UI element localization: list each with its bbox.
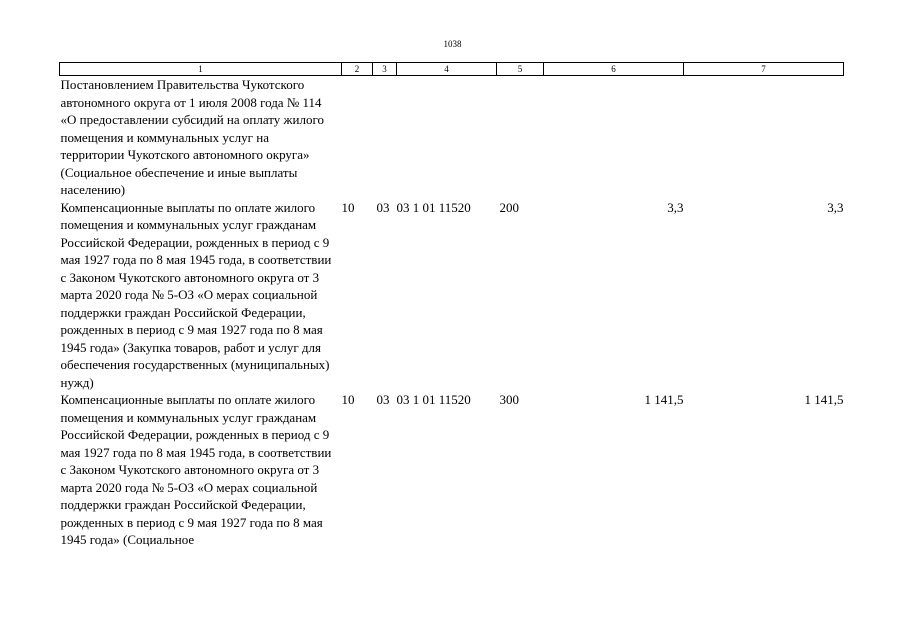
row-target-article bbox=[397, 76, 497, 199]
row-expense-type: 200 bbox=[499, 199, 519, 215]
row-target-article: 03 1 01 11520 bbox=[396, 392, 471, 407]
row-subsection bbox=[373, 76, 397, 199]
row-subsection: 03 bbox=[376, 199, 390, 215]
row-expense-type bbox=[497, 76, 544, 199]
table-row bbox=[60, 199, 844, 392]
page-number: 1038 bbox=[443, 39, 462, 49]
row-description: Компенсационные выплаты по оплате жилого помещения и коммунальных услуг гражданам Российской Федерации, рожденных в период с 9 мая 1927 года по 8 мая 1945 года, в соответствии с Законом Чукотского автономного округа от 3 марта 2020 года № 5-ОЗ «О мерах социальной поддержки граждан Российской Федерации, рожденных в период с 9 мая 1927 года по 8 мая 1945 года» (Социальное bbox=[60, 392, 332, 547]
column-header-5: 5 bbox=[497, 63, 544, 76]
column-header-2: 2 bbox=[342, 63, 373, 76]
row-amount-2: 1 141,5 bbox=[804, 392, 844, 407]
table-row bbox=[60, 76, 844, 199]
column-header-4: 4 bbox=[397, 63, 497, 76]
row-target-article: 03 1 01 11520 bbox=[396, 199, 471, 215]
row-amount-2 bbox=[684, 76, 844, 199]
row-amount-1: 1 141,5 bbox=[644, 392, 684, 407]
row-expense-type: 300 bbox=[499, 392, 519, 407]
row-description: Постановлением Правительства Чукотского автономного округа от 1 июля 2008 года № 114 «О предоставлении субсидий на оплату жилого помещения и коммунальных услуг на территории Чукотского автономного округа» (Социальное обеспечение и иные выплаты населению) bbox=[60, 77, 324, 197]
row-section bbox=[342, 76, 373, 199]
table-row bbox=[60, 391, 844, 549]
row-amount-1: 3,3 bbox=[667, 199, 684, 215]
row-subsection: 03 bbox=[376, 392, 390, 407]
column-header-6: 6 bbox=[544, 63, 684, 76]
row-section: 10 bbox=[341, 392, 355, 407]
row-amount-2: 3,3 bbox=[827, 199, 844, 215]
row-amount-1 bbox=[544, 76, 684, 199]
column-header-1: 1 bbox=[60, 63, 342, 76]
column-number-row bbox=[60, 63, 844, 76]
row-section: 10 bbox=[341, 199, 355, 215]
budget-table bbox=[59, 62, 844, 549]
column-header-7: 7 bbox=[684, 63, 844, 76]
column-header-3: 3 bbox=[373, 63, 397, 76]
row-description: Компенсационные выплаты по оплате жилого помещения и коммунальных услуг гражданам Российской Федерации, рожденных в период с 9 мая 1927 года по 8 мая 1945 года, в соответствии с Законом Чукотского автономного округа от 3 марта 2020 года № 5-ОЗ «О мерах социальной поддержки граждан Российской Федерации, рожденных в период с 9 мая 1927 года по 8 мая 1945 года» (Закупка товаров, работ и услуг для обеспечения государственных (муниципальных) нужд) bbox=[60, 199, 332, 390]
